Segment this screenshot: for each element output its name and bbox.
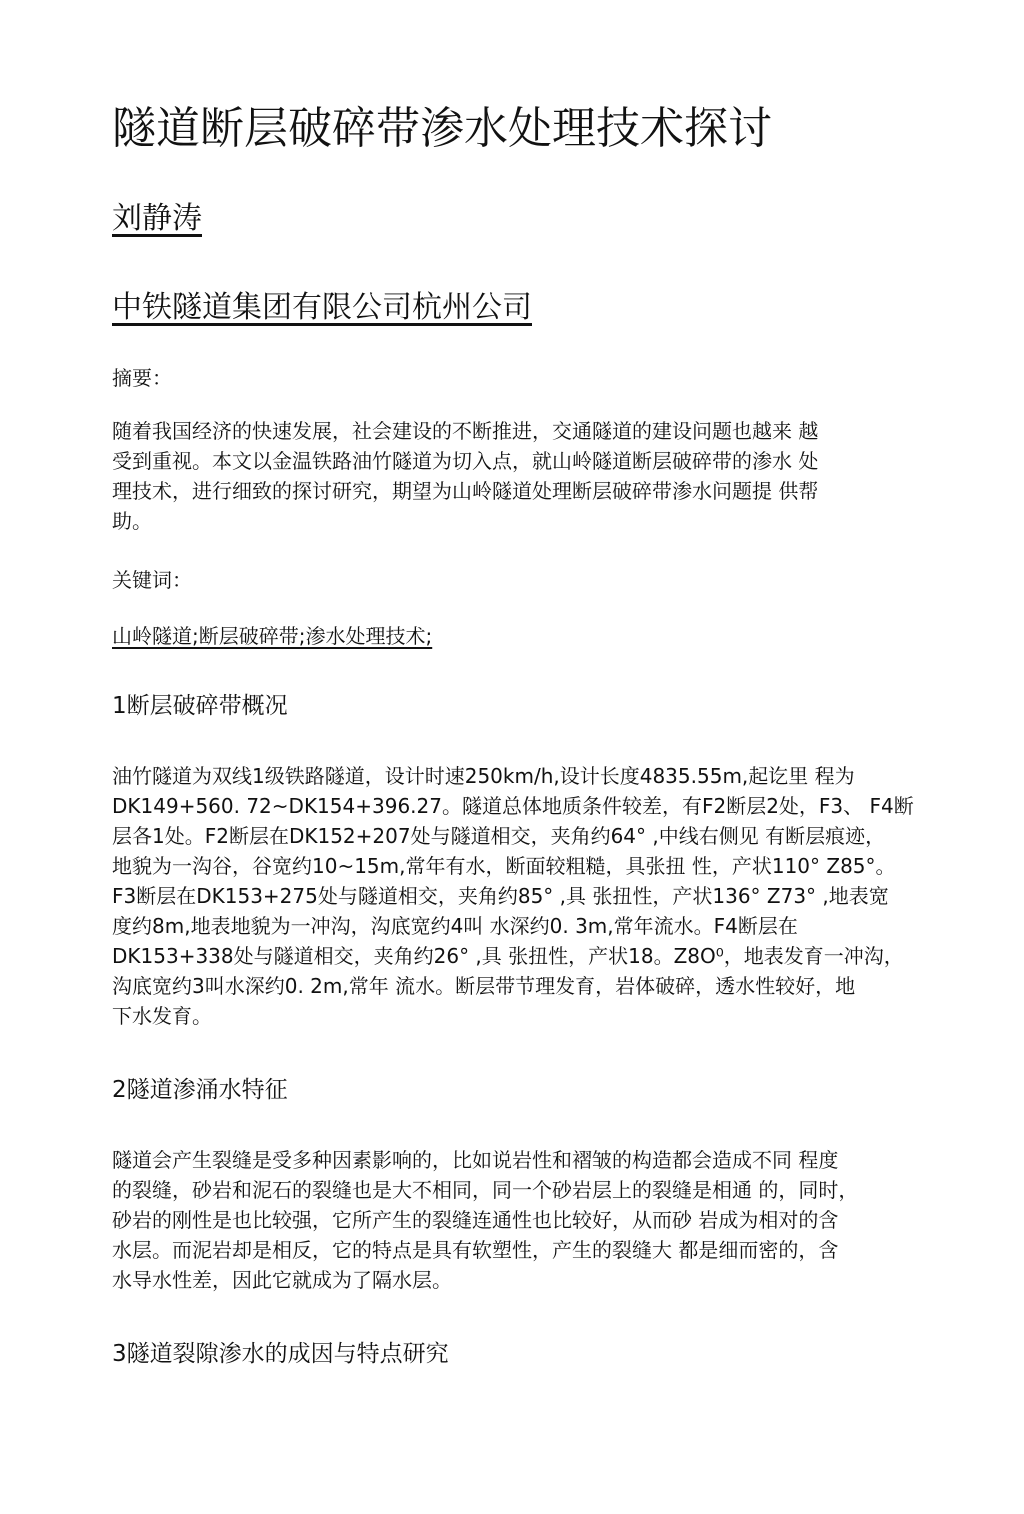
document-title: 隧道断层破碎带渗水处理技术探讨: [112, 103, 772, 154]
section-1-line: DK149+560. 72~DK154+396.27。隧道总体地质条件较差，有F2断层2处，F3、 F4断: [112, 794, 914, 818]
section-1-line: F3断层在DK153+275处与隧道相交，夹角约85° ,具 张扭性，产状136° Z73° ,地表宽: [112, 884, 889, 908]
abstract-line: 受到重视。本文以金温铁路油竹隧道为切入点，就山岭隧道断层破碎带的渗水 处: [112, 449, 819, 473]
abstract-label: 摘要：: [112, 366, 172, 390]
section-2-line: 的裂缝，砂岩和泥石的裂缝也是大不相同，同一个砂岩层上的裂缝是相通 的，同时，: [112, 1178, 859, 1202]
section-1-paragraph: [112, 761, 912, 1031]
section-1-line: 度约8m,地表地貌为一冲沟，沟底宽约4叫 水深约0. 3m,常年流水。F4断层在: [112, 914, 798, 938]
section-1-line: DK153+338处与隧道相交，夹角约26° ,具 张扭性，产状18。Z8O⁰，地表发育一冲沟，: [112, 944, 904, 968]
section-heading-1: 1断层破碎带概况: [112, 693, 288, 719]
keywords-label: 关键词：: [112, 568, 192, 592]
section-1-line: 下水发育。: [112, 1004, 212, 1028]
section-1-line: 层各1处。F2断层在DK152+207处与隧道相交，夹角约64° ,中线右侧见 有断层痕迹，: [112, 824, 886, 848]
section-1-line: 油竹隧道为双线1级铁路隧道，设计时速250km/h,设计长度4835.55m,起讫里 程为: [112, 764, 855, 788]
section-heading-2: 2隧道渗涌水特征: [112, 1077, 288, 1103]
section-2-line: 水层。而泥岩却是相反，它的特点是具有软塑性，产生的裂缝大 都是细而密的，含: [112, 1238, 839, 1262]
section-2-line: 水导水性差，因此它就成为了隔水层。: [112, 1268, 452, 1292]
author-affiliation: 中铁隧道集团有限公司杭州公司: [112, 290, 532, 325]
abstract-paragraph: [112, 416, 912, 536]
keywords-list: 山岭隧道;断层破碎带;渗水处理技术;: [112, 624, 433, 648]
abstract-line: 助。: [112, 509, 152, 533]
section-1-line: 地貌为一沟谷，谷宽约10~15m,常年有水，断面较粗糙，具张扭 性，产状110° Z85°。: [112, 854, 896, 878]
abstract-line: 理技术，进行细致的探讨研究，期望为山岭隧道处理断层破碎带渗水问题提 供帮: [112, 479, 819, 503]
author-name: 刘静涛: [112, 201, 202, 236]
section-heading-3: 3隧道裂隙渗水的成因与特点研究: [112, 1341, 449, 1367]
section-2-line: 隧道会产生裂缝是受多种因素影响的，比如说岩性和褶皱的构造都会造成不同 程度: [112, 1148, 839, 1172]
section-2-line: 砂岩的刚性是也比较强，它所产生的裂缝连通性也比较好，从而砂 岩成为相对的含: [112, 1208, 839, 1232]
section-2-paragraph: [112, 1145, 912, 1295]
section-1-line: 沟底宽约3叫水深约0. 2m,常年 流水。断层带节理发育，岩体破碎，透水性较好，地: [112, 974, 856, 998]
abstract-line: 随着我国经济的快速发展，社会建设的不断推进，交通隧道的建设问题也越来 越: [112, 419, 819, 443]
